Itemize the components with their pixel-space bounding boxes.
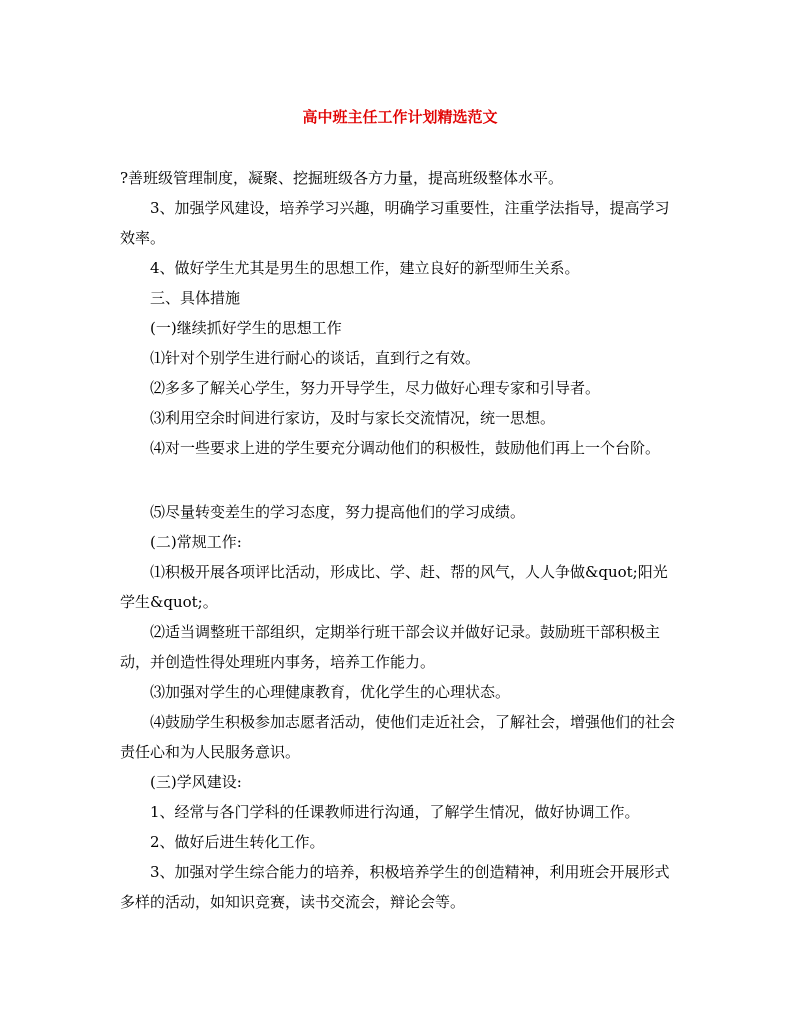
paragraph: ⑶加强对学生的心理健康教育，优化学生的心理状态。 [150, 683, 511, 701]
paragraph: ⑵适当调整班干部组织，定期举行班干部会议并做好记录。鼓励班干部积极主动，并创造性得处理班内事务，培养工作能力。 [120, 623, 661, 671]
paragraph: ⑴积极开展各项评比活动，形成比、学、赶、帮的风气，人人争做&quot;阳光学生&quot;。 [120, 563, 668, 611]
subsection-heading: (一)继续抓好学生的思想工作 [150, 319, 342, 337]
paragraph: 1、经常与各门学科的任课教师进行沟通，了解学生情况，做好协调工作。 [150, 803, 640, 821]
paragraph: 3、加强学风建设，培养学习兴趣，明确学习重要性，注重学法指导，提高学习效率。 [120, 199, 670, 247]
paragraph: ⑸尽量转变差生的学习态度，努力提高他们的学习成绩。 [150, 503, 526, 521]
subsection-heading: (二)常规工作: [150, 533, 242, 551]
paragraph: ⑷鼓励学生积极参加志愿者活动，使他们走近社会，了解社会，增强他们的社会责任心和为人民服务意识。 [120, 713, 676, 761]
paragraph: ⑷对一些要求上进的学生要充分调动他们的积极性，鼓励他们再上一个台阶。 [150, 439, 661, 457]
paragraph: ⑵多多了解关心学生，努力开导学生，尽力做好心理专家和引导者。 [150, 379, 601, 397]
document-title: 高中班主任工作计划精选范文 [302, 108, 498, 126]
paragraph: ?善班级管理制度，凝聚、挖掘班级各方力量，提高班级整体水平。 [120, 169, 564, 187]
paragraph: ⑶利用空余时间进行家访，及时与家长交流情况，统一思想。 [150, 409, 556, 427]
paragraph: 3、加强对学生综合能力的培养，积极培养学生的创造精神，利用班会开展形式多样的活动，如知识竞赛，读书交流会，辩论会等。 [120, 863, 670, 911]
paragraph: ⑴针对个别学生进行耐心的谈话，直到行之有效。 [150, 349, 481, 367]
subsection-heading: (三)学风建设: [150, 773, 242, 791]
paragraph: 2、做好后进生转化工作。 [150, 833, 325, 851]
paragraph: 4、做好学生尤其是男生的思想工作，建立良好的新型师生关系。 [150, 259, 580, 277]
section-heading: 三、具体措施 [150, 289, 241, 307]
